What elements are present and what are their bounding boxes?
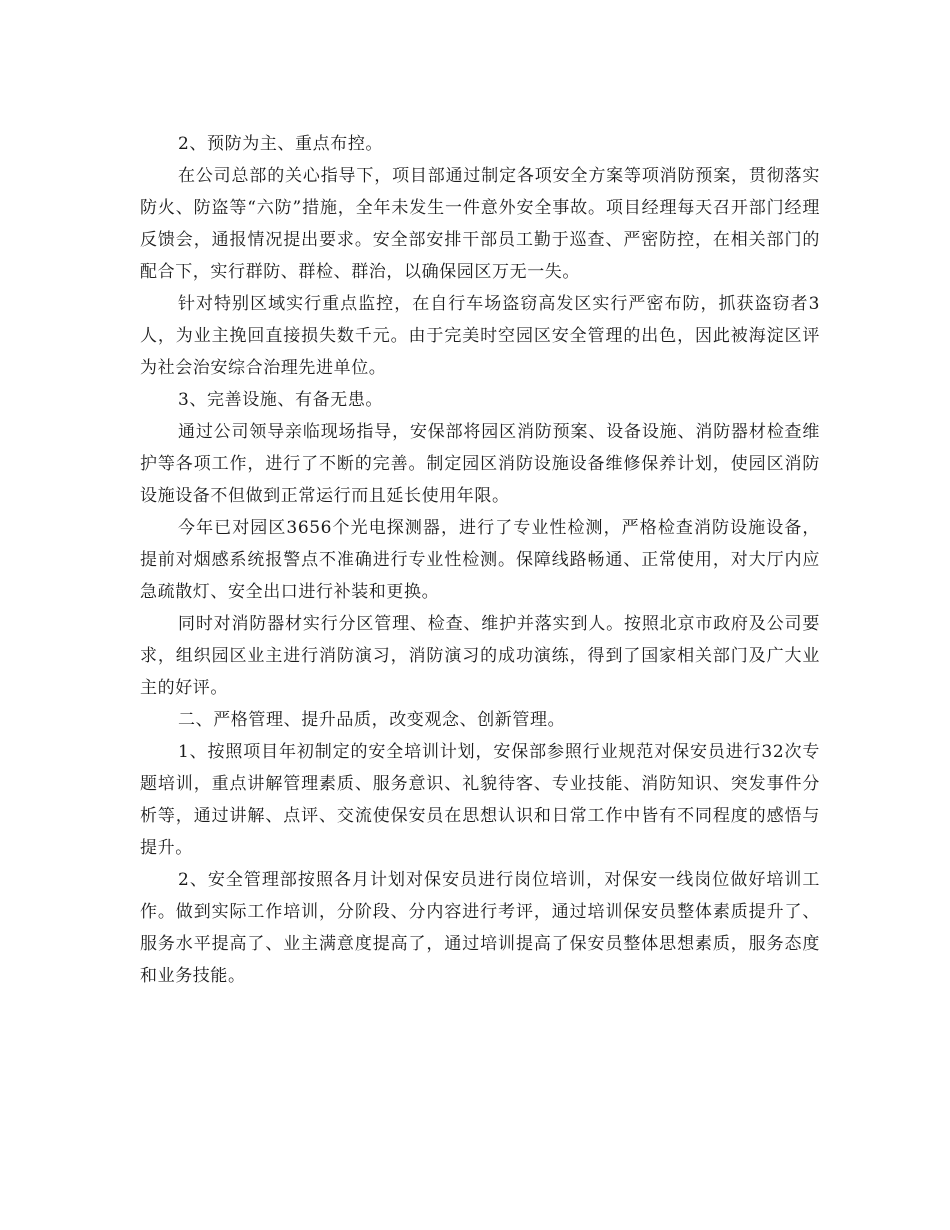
section-heading-facilities: 3、完善设施、有备无患。: [178, 390, 384, 410]
paragraph-detector-inspection: 今年已对园区3656个光电探测器，进行了专业性检测，严格检查消防设施设备，提前对烟感系统报警点不准确进行专业性检测。保障线路畅通、正常使用，对大厅内应急疏散灯、安全出口进行补装和更换。: [140, 518, 820, 602]
paragraph-prevention-measures: 在公司总部的关心指导下，项目部通过制定各项安全方案等项消防预案，贯彻落实防火、防盗等“六防”措施，全年未发生一件意外安全事故。项目经理每天召开部门经理反馈会，通报情况提出要求。安全部安排干部员工勤于巡查、严密防控，在相关部门的配合下，实行群防、群检、群治，以确保园区万无一失。: [140, 166, 820, 282]
paragraph-facility-maintenance: 通过公司领导亲临现场指导，安保部将园区消防预案、设备设施、消防器材检查维护等各项工作，进行了不断的完善。制定园区消防设施设备维修保养计划，使园区消防设施设备不但做到正常运行而且延长使用年限。: [140, 422, 820, 506]
paragraph-training-plan: 1、按照项目年初制定的安全培训计划，安保部参照行业规范对保安员进行32次专题培训，重点讲解管理素质、服务意识、礼貌待客、专业技能、消防知识、突发事件分析等，通过讲解、点评、交流使保安员在思想认识和日常工作中皆有不同程度的感悟与提升。: [140, 742, 820, 858]
section-heading-strict-management: 二、严格管理、提升品质，改变观念、创新管理。: [178, 710, 566, 730]
section-heading-prevention: 2、预防为主、重点布控。: [178, 134, 384, 154]
paragraph-post-training: 2、安全管理部按照各月计划对保安员进行岗位培训，对保安一线岗位做好培训工作。做到实际工作培训，分阶段、分内容进行考评，通过培训保安员整体素质提升了、服务水平提高了、业主满意度提高了，通过培训提高了保安员整体思想素质，服务态度和业务技能。: [140, 870, 820, 986]
document-body: [140, 128, 820, 992]
paragraph-key-monitoring: 针对特别区域实行重点监控，在自行车场盗窃高发区实行严密布防，抓获盗窃者3人，为业主挽回直接损失数千元。由于完美时空园区安全管理的出色，因此被海淀区评为社会治安综合治理先进单位。: [140, 294, 820, 378]
paragraph-fire-drill: 同时对消防器材实行分区管理、检查、维护并落实到人。按照北京市政府及公司要求，组织园区业主进行消防演习，消防演习的成功演练，得到了国家相关部门及广大业主的好评。: [140, 614, 820, 698]
